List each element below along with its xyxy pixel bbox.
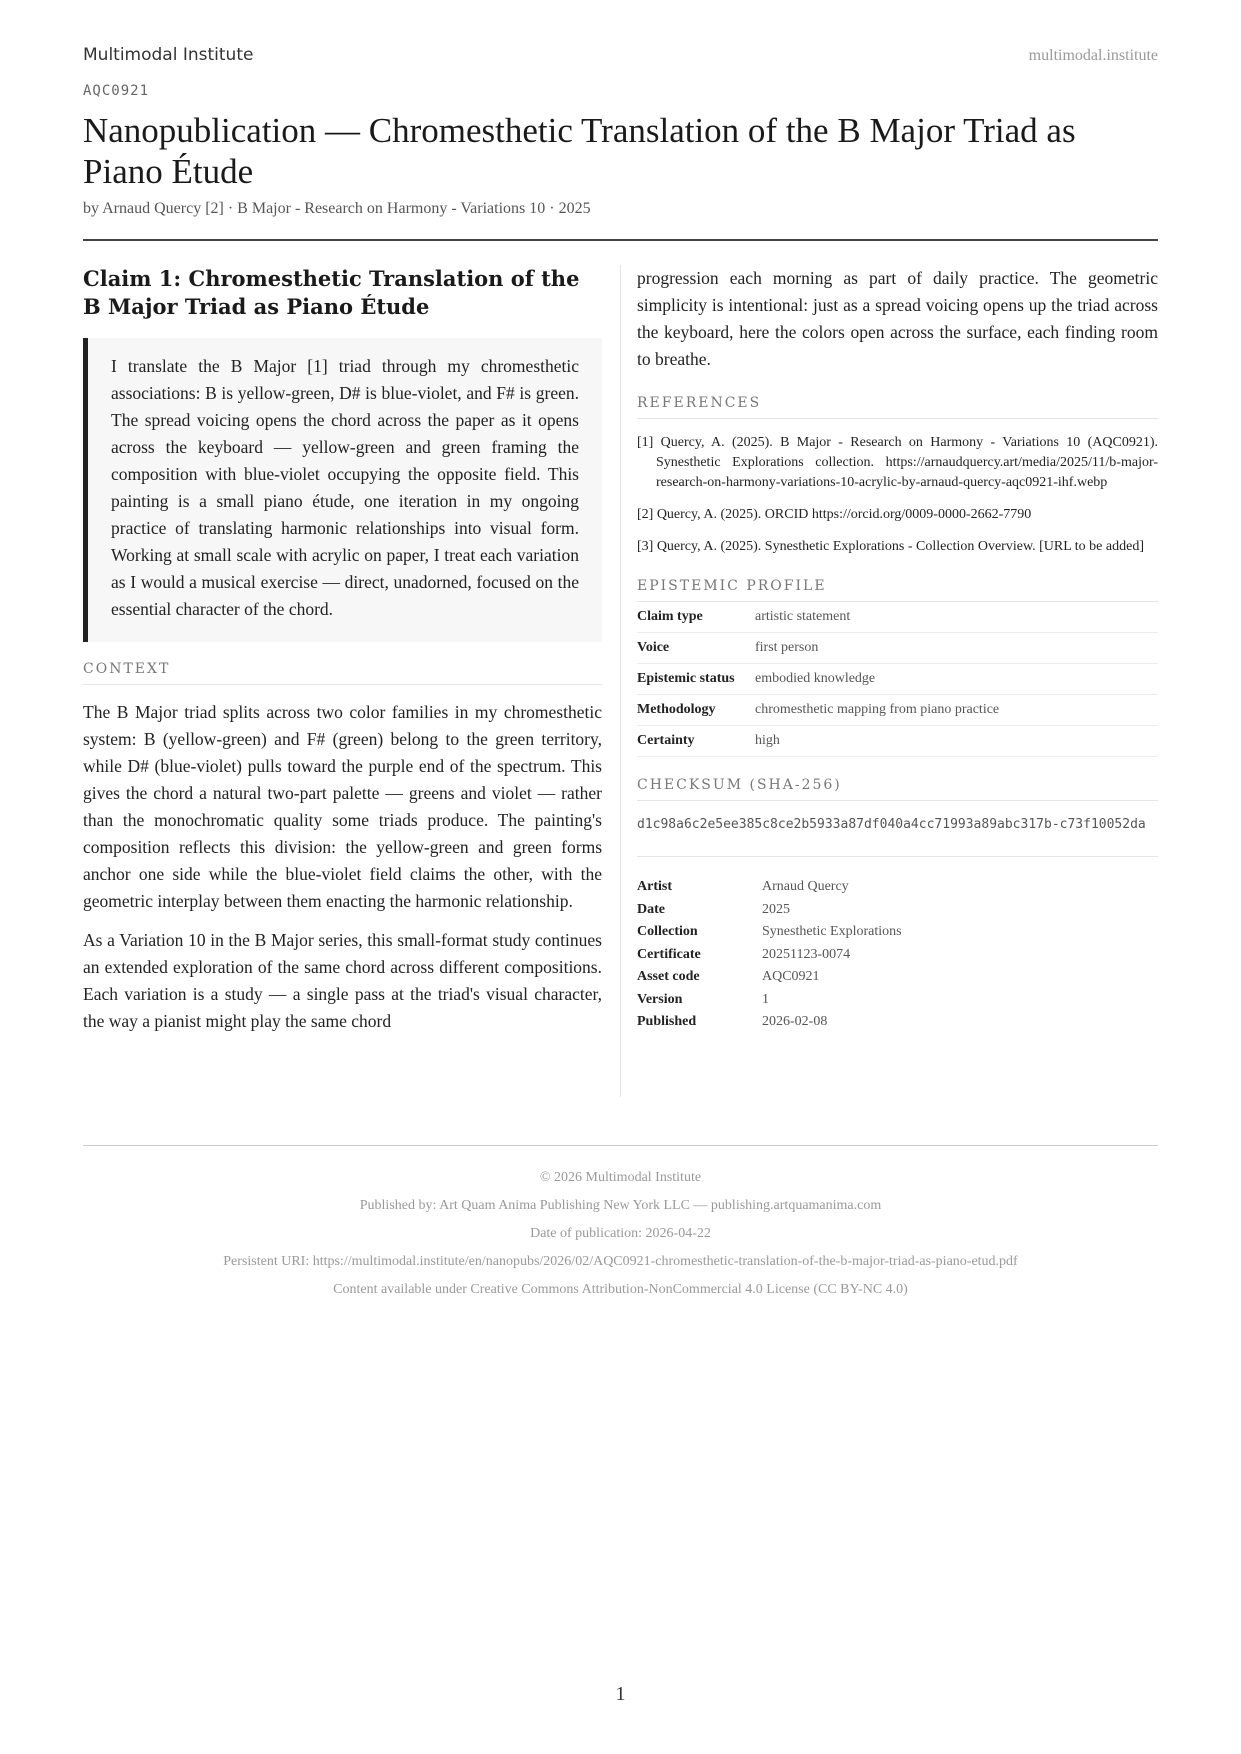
- context-paragraph-1: The B Major triad splits across two color families in my chromesthetic system: B (yellow-green) and F# (green) belong to the green territory, while D# (blue-violet) pulls toward the purple end of the spectrum. This gives the chord a natural two-part palette — greens and violet — rather than the monochromatic quality some triads produce. The painting's composition reflects this division: the yellow-green and green forms anchor one side while the blue-violet field claims the other, with the geometric interplay between them enacting the harmonic relationship.: [83, 702, 602, 911]
- context-heading: CONTEXT: [83, 661, 602, 685]
- epistemic-value: artistic statement: [755, 609, 851, 624]
- metadata-row: [637, 899, 1158, 922]
- metadata-value: 1: [762, 991, 769, 1007]
- byline: by Arnaud Quercy [2] · B Major - Research on Harmony - Variations 10 · 2025: [83, 200, 591, 217]
- metadata-value: AQC0921: [762, 969, 820, 985]
- metadata-row: [637, 966, 1158, 989]
- page-number: 1: [615, 1683, 626, 1705]
- column-divider: [620, 265, 621, 1097]
- page: [83, 0, 1158, 1754]
- page-title: Nanopublication — Chromesthetic Translation of the B Major Triad as Piano Étude: [83, 111, 1076, 191]
- checksum-value: d1c98a6c2e5ee385c8ce2b5933a87df040a4cc71993a89abc317b-c73f10052da: [637, 815, 1158, 857]
- epistemic-value: high: [755, 733, 780, 748]
- metadata-row: [637, 921, 1158, 944]
- metadata-row: [637, 944, 1158, 967]
- metadata-key: Date: [637, 901, 665, 917]
- right-column: [637, 265, 1158, 1034]
- epistemic-row: [637, 602, 1158, 633]
- epistemic-row: [637, 726, 1158, 757]
- claim-statement: I translate the B Major [1] triad through my chromesthetic associations: B is yellow-green, D# is blue-violet, and F# is green. The spread voicing opens the chord across the paper as it opens across the keyboard — yellow-green and green framing the composition with blue-violet occupying the opposite field. This painting is a small piano étude, one iteration in my ongoing practice of translating harmonic relationships into visual form. Working at small scale with acrylic on paper, I treat each variation as I would a musical exercise — direct, unadorned, focused on the essential character of the chord.: [83, 338, 602, 642]
- references-list: [637, 433, 1158, 557]
- metadata-value: Synesthetic Explorations: [762, 924, 902, 940]
- footer: [83, 1164, 1158, 1304]
- reference-item[interactable]: [1] Quercy, A. (2025). B Major - Research on Harmony - Variations 10 (AQC0921). Synesthetic Explorations collection. https://arnaudquercy.art/media/2025/11/b-major-research-on-harmony-variations-10-acrylic-by-arnaud-quercy-aqc0921-ihf.webp: [637, 435, 1158, 490]
- context-paragraph-2-continued: progression each morning as part of daily practice. The geometric simplicity is intentional: just as a spread voicing opens up the triad across the keyboard, here the colors open across the surface, each finding room to breathe.: [637, 268, 1158, 369]
- metadata-key: Version: [637, 991, 683, 1007]
- left-column: [83, 265, 602, 1035]
- metadata-value: 2026-02-08: [762, 1014, 828, 1030]
- context-paragraph-2: As a Variation 10 in the B Major series, this small-format study continues an extended exploration of the same chord across different compositions. Each variation is a study — a single pass at the triad's visual character, the way a pianist might play the same chord: [83, 930, 602, 1031]
- epistemic-row: [637, 695, 1158, 726]
- metadata-key: Certificate: [637, 946, 701, 962]
- epistemic-table: [637, 602, 1158, 757]
- footer-publication-date: Date of publication: 2026-04-22: [530, 1226, 711, 1241]
- epistemic-row: [637, 633, 1158, 664]
- epistemic-key: Certainty: [637, 733, 695, 748]
- epistemic-value: first person: [755, 640, 819, 655]
- reference-item[interactable]: [2] Quercy, A. (2025). ORCID https://orcid.org/0009-0000-2662-7790: [637, 507, 1032, 522]
- metadata-value: 20251123-0074: [762, 946, 851, 962]
- epistemic-profile-heading: EPISTEMIC PROFILE: [637, 578, 1158, 602]
- checksum-heading: CHECKSUM (SHA-256): [637, 777, 1158, 801]
- metadata-key: Published: [637, 1014, 697, 1030]
- epistemic-value: chromesthetic mapping from piano practice: [755, 702, 1000, 717]
- metadata-row: [637, 989, 1158, 1012]
- footer-license: Content available under Creative Commons Attribution-NonCommercial 4.0 License (CC BY-NC 4.0): [333, 1282, 908, 1297]
- epistemic-value: embodied knowledge: [755, 671, 876, 686]
- metadata-table: [637, 876, 1158, 1034]
- metadata-value: Arnaud Quercy: [762, 879, 849, 895]
- footer-publisher: Published by: Art Quam Anima Publishing New York LLC — publishing.artquamanima.com: [359, 1198, 882, 1213]
- asset-code: AQC0921: [83, 83, 150, 99]
- top-bar: [83, 45, 1158, 69]
- footer-persistent-uri[interactable]: Persistent URI: https://multimodal.institute/en/nanopubs/2026/02/AQC0921-chromesthetic-translation-of-the-b-major-triad-as-piano-etud.pdf: [223, 1254, 1018, 1269]
- header-divider: [83, 239, 1158, 241]
- metadata-key: Asset code: [637, 969, 700, 985]
- metadata-value: 2025: [762, 901, 790, 917]
- footer-divider: [83, 1145, 1158, 1146]
- metadata-key: Collection: [637, 924, 698, 940]
- references-heading: REFERENCES: [637, 395, 1158, 419]
- claim-title: Claim 1: Chromesthetic Translation of the B Major Triad as Piano Étude: [83, 266, 580, 319]
- metadata-row: [637, 1011, 1158, 1034]
- reference-item: [3] Quercy, A. (2025). Synesthetic Explorations - Collection Overview. [URL to be added]: [637, 539, 1144, 554]
- epistemic-key: Epistemic status: [637, 671, 735, 686]
- footer-copyright: © 2026 Multimodal Institute: [539, 1170, 702, 1185]
- metadata-row: [637, 876, 1158, 899]
- metadata-key: Artist: [637, 879, 672, 895]
- epistemic-key: Voice: [637, 640, 670, 655]
- epistemic-row: [637, 664, 1158, 695]
- epistemic-key: Methodology: [637, 702, 716, 717]
- institute-name: Multimodal Institute: [83, 45, 254, 65]
- site-link[interactable]: multimodal.institute: [1028, 47, 1158, 64]
- epistemic-key: Claim type: [637, 609, 703, 624]
